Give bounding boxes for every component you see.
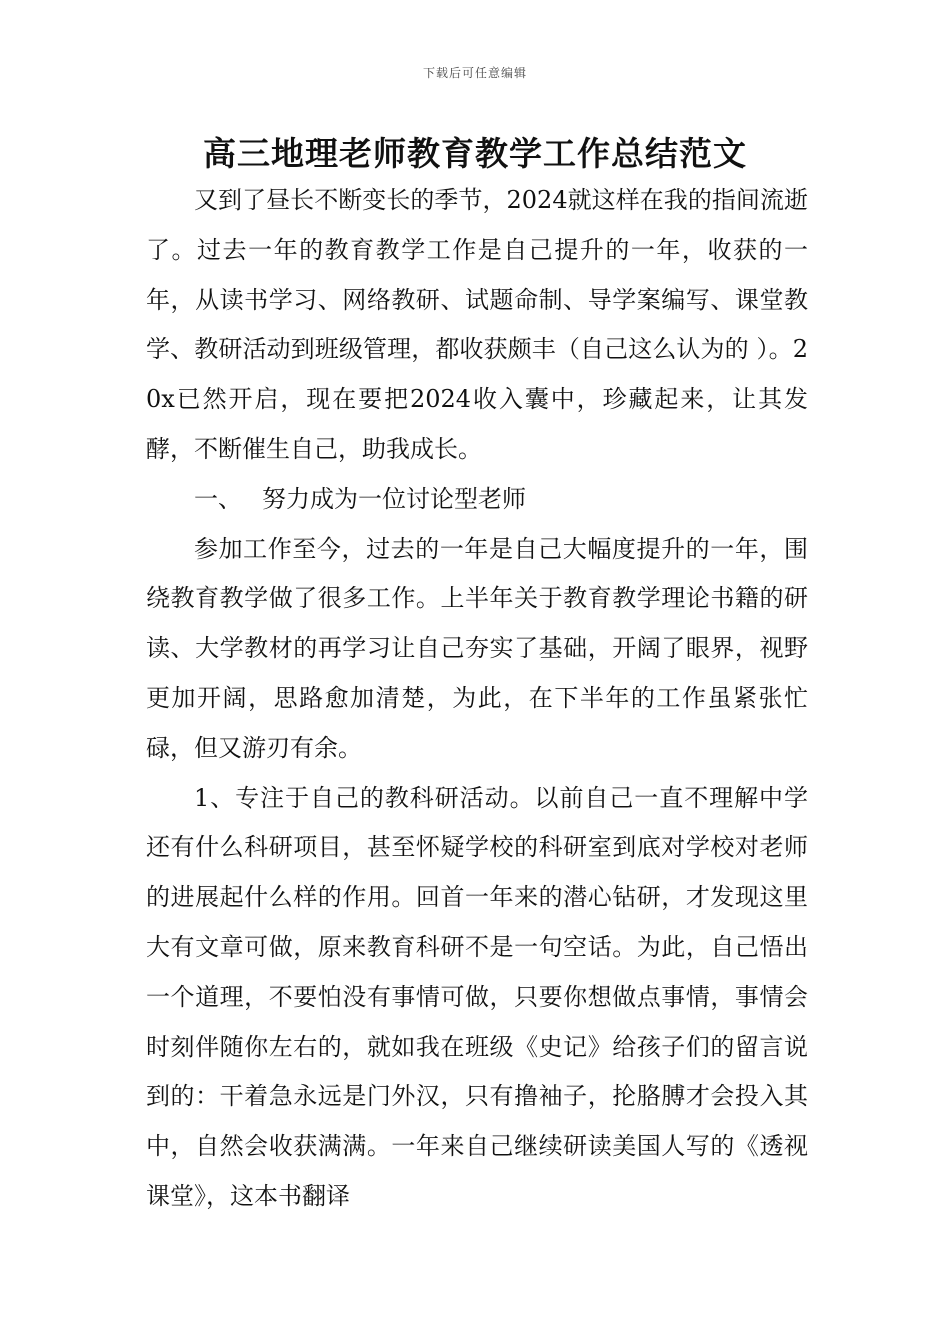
section-title: 努力成为一位讨论型老师 — [262, 484, 526, 513]
section-number: 一、 — [194, 484, 242, 513]
document-body — [146, 176, 808, 1222]
body-paragraph: 1、专注于自己的教科研活动。以前自己一直不理解中学还有什么科研项目，甚至怀疑学校的科研室到底对学校对老师的进展起什么样的作用。回首一年来的潜心钻研，才发现这里大有文章可做，原来教育科研不是一句空话。为此，自己悟出一个道理，不要怕没有事情可做，只要你想做点事情，事情会时刻伴随你左右的，就如我在班级《史记》给孩子们的留言说到的：干着急永远是门外汉，只有撸袖子，抡胳膊才会投入其中，自然会收获满满。一年来自己继续研读美国人写的《透视课堂》，这本书翻译 — [146, 783, 808, 1210]
body-paragraph: 参加工作至今，过去的一年是自己大幅度提升的一年，围绕教育教学做了很多工作。上半年关于教育教学理论书籍的研读、大学教材的再学习让自己夯实了基础，开阔了眼界，视野更加开阔，思路愈加清楚，为此，在下半年的工作虽紧张忙碌，但又游刃有余。 — [146, 534, 808, 762]
intro-paragraph: 又到了昼长不断变长的季节，2024就这样在我的指间流逝了。过去一年的教育教学工作是自己提升的一年，收获的一年，从读书学习、网络教研、试题命制、导学案编写、课堂教学、教研活动到班级管理，都收获颇丰（自己这么认为的 ）。20x已然开启，现在要把2024收入囊中，珍藏起来，让其发酵，不断催生自己，助我成长。 — [146, 186, 808, 463]
header-note: 下载后可任意编辑 — [422, 66, 527, 80]
section-heading — [146, 475, 808, 525]
document-title: 高三地理老师教育教学工作总结范文 — [203, 134, 747, 173]
